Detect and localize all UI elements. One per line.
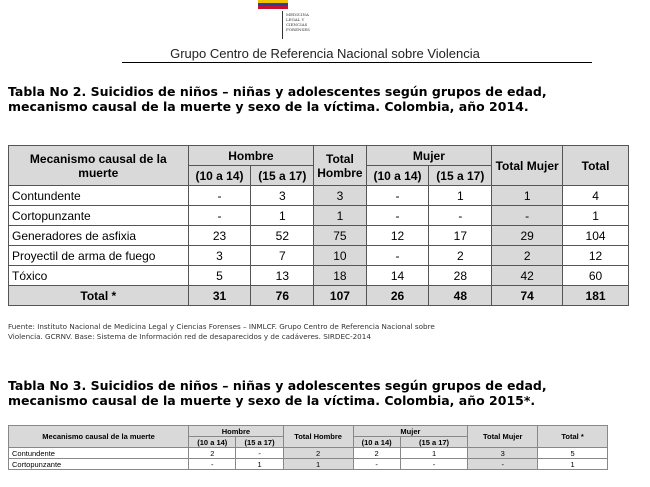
cell: - bbox=[236, 448, 283, 459]
header-female-age1: (10 a 14) bbox=[366, 166, 429, 186]
row-label: Proyectil de arma de fuego bbox=[9, 246, 189, 266]
table2-caption-line1: Tabla No 2. Suicidios de niños – niñas y adolescentes según grupos de edad, bbox=[8, 84, 547, 99]
cell: 12 bbox=[366, 226, 429, 246]
table3 bbox=[8, 425, 608, 470]
cell: 1 bbox=[538, 459, 608, 470]
header-total: Total bbox=[563, 146, 629, 186]
header-male: Hombre bbox=[189, 426, 284, 437]
table-row bbox=[9, 266, 629, 286]
row-label: Generadores de asfixia bbox=[9, 226, 189, 246]
cell: - bbox=[429, 206, 492, 226]
logo-text: MEDICINA LEGAL Y CIENCIAS FORENSES bbox=[286, 12, 310, 32]
cell: 1 bbox=[400, 448, 468, 459]
cell: 181 bbox=[563, 286, 629, 306]
cell: - bbox=[468, 459, 538, 470]
cell: 75 bbox=[314, 226, 366, 246]
cell: 3 bbox=[468, 448, 538, 459]
header-female: Mujer bbox=[366, 146, 492, 166]
cell: - bbox=[366, 186, 429, 206]
header-total-female: Total Mujer bbox=[468, 426, 538, 448]
cell: 5 bbox=[538, 448, 608, 459]
table-row bbox=[9, 448, 608, 459]
table2 bbox=[8, 145, 629, 306]
table3-caption-line1: Tabla No 3. Suicidios de niños – niñas y adolescentes según grupos de edad, bbox=[8, 378, 547, 393]
table-row bbox=[9, 459, 608, 470]
header-female-age1: (10 a 14) bbox=[353, 437, 400, 448]
table2-source-note bbox=[8, 322, 435, 342]
cell: 1 bbox=[314, 206, 366, 226]
source-line1: Fuente: Instituto Nacional de Medicina Legal y Ciencias Forenses – INMLCF. Grupo Centro de Referencia Nacional sobre bbox=[8, 322, 435, 331]
institution-logo bbox=[248, 0, 318, 42]
header-male-age1: (10 a 14) bbox=[188, 166, 251, 186]
cell: 1 bbox=[251, 206, 314, 226]
logo-divider bbox=[282, 11, 283, 39]
source-line2: Violencia. GCRNV. Base: Sistema de Información red de desaparecidos y de cadáveres. SIRDEC-2014 bbox=[8, 332, 371, 341]
table-row bbox=[9, 226, 629, 246]
cell: 60 bbox=[563, 266, 629, 286]
header-male: Hombre bbox=[188, 146, 314, 166]
cell: 12 bbox=[563, 246, 629, 266]
cell: 48 bbox=[429, 286, 492, 306]
cell: 1 bbox=[563, 206, 629, 226]
cell: - bbox=[189, 459, 236, 470]
header-female-age2: (15 a 17) bbox=[400, 437, 468, 448]
table-total-row bbox=[9, 286, 629, 306]
cell: - bbox=[188, 186, 251, 206]
cell: 104 bbox=[563, 226, 629, 246]
table-row bbox=[9, 186, 629, 206]
cell: 23 bbox=[188, 226, 251, 246]
header-total-male: Total Hombre bbox=[314, 146, 366, 186]
cell: 1 bbox=[236, 459, 283, 470]
cell: 1 bbox=[283, 459, 353, 470]
cell: 3 bbox=[314, 186, 366, 206]
row-label: Contundente bbox=[9, 448, 189, 459]
cell: 2 bbox=[283, 448, 353, 459]
cell: 4 bbox=[563, 186, 629, 206]
sun-emblem-icon bbox=[258, 0, 288, 9]
cell: 18 bbox=[314, 266, 366, 286]
header-total-male: Total Hombre bbox=[283, 426, 353, 448]
header-mechanism: Mecanismo causal de la muerte bbox=[9, 146, 189, 186]
table3-caption-line2: mecanismo causal de la muerte y sexo de la víctima. Colombia, año 2015*. bbox=[8, 393, 536, 408]
cell: 26 bbox=[366, 286, 429, 306]
row-label: Contundente bbox=[9, 186, 189, 206]
row-label: Tóxico bbox=[9, 266, 189, 286]
total-label: Total * bbox=[9, 286, 189, 306]
table3-caption bbox=[8, 378, 547, 408]
header-divider bbox=[122, 62, 592, 63]
row-label: Cortopunzante bbox=[9, 206, 189, 226]
cell: 31 bbox=[188, 286, 251, 306]
header-total: Total * bbox=[538, 426, 608, 448]
cell: - bbox=[366, 206, 429, 226]
cell: 107 bbox=[314, 286, 366, 306]
cell: - bbox=[400, 459, 468, 470]
cell: 13 bbox=[251, 266, 314, 286]
page-header-title: Grupo Centro de Referencia Nacional sobre Violencia bbox=[170, 46, 480, 61]
row-label: Cortopunzante bbox=[9, 459, 189, 470]
header-mechanism: Mecanismo causal de la muerte bbox=[9, 426, 189, 448]
table2-caption-line2: mecanismo causal de la muerte y sexo de la víctima. Colombia, año 2014. bbox=[8, 99, 529, 114]
cell: 74 bbox=[492, 286, 563, 306]
header-male-age1: (10 a 14) bbox=[189, 437, 236, 448]
cell: 2 bbox=[189, 448, 236, 459]
header-female: Mujer bbox=[353, 426, 468, 437]
cell: 17 bbox=[429, 226, 492, 246]
cell: 29 bbox=[492, 226, 563, 246]
cell: 2 bbox=[429, 246, 492, 266]
table2-caption bbox=[8, 84, 547, 114]
header-male-age2: (15 a 17) bbox=[236, 437, 283, 448]
cell: - bbox=[188, 206, 251, 226]
cell: 42 bbox=[492, 266, 563, 286]
cell: 14 bbox=[366, 266, 429, 286]
cell: 52 bbox=[251, 226, 314, 246]
cell: 76 bbox=[251, 286, 314, 306]
header-total-female: Total Mujer bbox=[492, 146, 563, 186]
cell: 1 bbox=[492, 186, 563, 206]
cell: 2 bbox=[353, 448, 400, 459]
table-row bbox=[9, 246, 629, 266]
cell: 1 bbox=[429, 186, 492, 206]
header-male-age2: (15 a 17) bbox=[251, 166, 314, 186]
cell: 3 bbox=[251, 186, 314, 206]
cell: 5 bbox=[188, 266, 251, 286]
cell: 3 bbox=[188, 246, 251, 266]
cell: - bbox=[353, 459, 400, 470]
cell: 2 bbox=[492, 246, 563, 266]
cell: 7 bbox=[251, 246, 314, 266]
table-row bbox=[9, 206, 629, 226]
cell: 28 bbox=[429, 266, 492, 286]
cell: - bbox=[366, 246, 429, 266]
cell: - bbox=[492, 206, 563, 226]
cell: 10 bbox=[314, 246, 366, 266]
header-female-age2: (15 a 17) bbox=[429, 166, 492, 186]
